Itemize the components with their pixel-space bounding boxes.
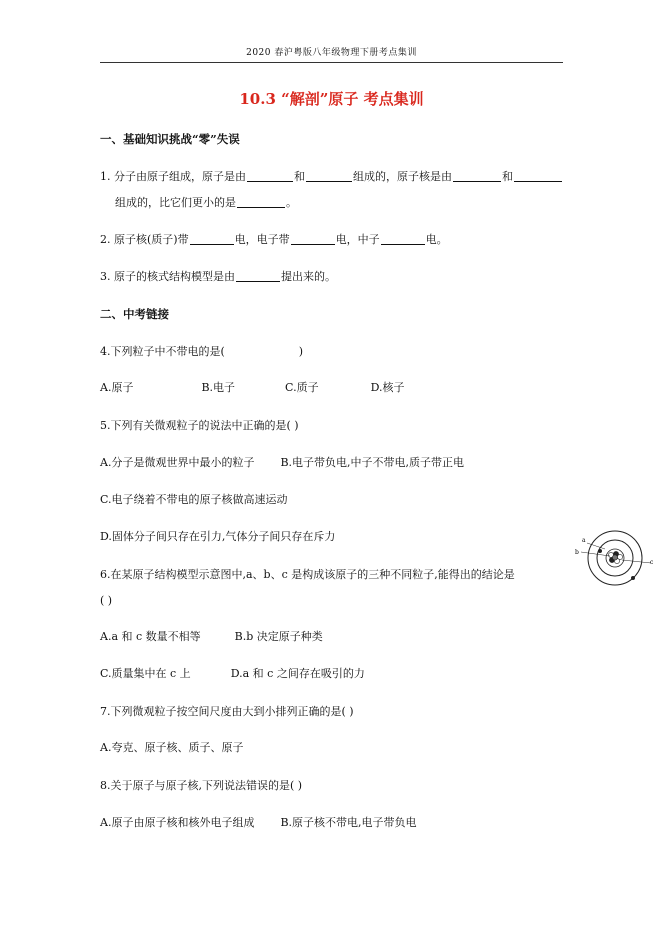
q6-option-a: A.a 和 c 数量不相等 — [100, 630, 201, 643]
q3-blank-1[interactable] — [236, 270, 280, 282]
question-5-options-ab — [100, 456, 464, 470]
question-5-option-c: C.电子绕着不带电的原子核做高速运动 — [100, 493, 288, 506]
electron-inner — [598, 549, 602, 553]
q6-option-b: B.b 决定原子种类 — [234, 630, 323, 643]
section-heading-exam: 二、中考链接 — [100, 307, 169, 321]
nucleus-particles — [608, 551, 622, 563]
label-line-b — [581, 552, 610, 556]
q4-stem-text: 4.下列粒子中不带电的是( — [100, 345, 225, 358]
q1-blank-1[interactable] — [247, 170, 293, 182]
q2-blank-1[interactable] — [190, 233, 234, 245]
q2-text-2: 电，电子带 — [234, 233, 290, 246]
q2-blank-3[interactable] — [381, 233, 425, 245]
q1-text-6: 。 — [286, 196, 297, 209]
header-rule — [100, 62, 563, 63]
question-7-option-a: A.夸克、原子核、质子、原子 — [100, 741, 244, 754]
q6-option-c: C.质量集中在 c 上 — [100, 667, 191, 680]
figure-label-c: c — [650, 559, 654, 566]
question-1-line-2 — [115, 196, 297, 210]
q1-blank-5[interactable] — [237, 196, 285, 208]
q1-blank-3[interactable] — [453, 170, 501, 182]
question-1-line-1 — [100, 170, 563, 184]
question-6-options-cd — [100, 667, 365, 681]
q1-blank-4[interactable] — [514, 170, 562, 182]
q4-stem-paren: ) — [298, 345, 304, 358]
question-6-stem: 6.在某原子结构模型示意图中,a、b、c 是构成该原子的三种不同粒子,能得出的结论是 — [100, 568, 515, 581]
question-4-options — [100, 381, 405, 395]
section-heading-basics: 一、基础知识挑战“零”失误 — [100, 132, 240, 146]
question-2 — [100, 233, 448, 247]
q1-text-2: 和 — [294, 170, 305, 183]
q5-option-a: A.分子是微观世界中最小的粒子 — [100, 456, 255, 469]
question-8-options-ab — [100, 816, 417, 830]
q8-option-b: B.原子核不带电,电子带负电 — [280, 816, 417, 829]
q8-option-a: A.原子由原子核和核外电子组成 — [100, 816, 255, 829]
label-line-c — [622, 560, 651, 563]
q1-text-1: 1. 分子由原子组成，原子是由 — [100, 170, 246, 183]
question-5-option-d: D.固体分子间只存在引力,气体分子间只存在斥力 — [100, 530, 336, 543]
q4-option-d: D.核子 — [370, 381, 405, 394]
question-7-stem: 7.下列微观粒子按空间尺度由大到小排列正确的是( ) — [100, 705, 354, 718]
q1-text-3: 组成的，原子核是由 — [353, 170, 452, 183]
question-4-stem — [100, 345, 303, 359]
document-title: 10.3 “解剖”原子 考点集训 — [239, 90, 424, 108]
figure-label-b: b — [575, 549, 579, 556]
question-8-stem: 8.关于原子与原子核,下列说法错误的是( ) — [100, 779, 303, 792]
q2-text-3: 电，中子 — [335, 233, 380, 246]
q1-text-5: 组成的，比它们更小的是 — [115, 196, 236, 209]
q2-text-1: 2. 原子核(质子)带 — [100, 233, 189, 246]
q5-option-b: B.电子带负电,中子不带电,质子带正电 — [280, 456, 465, 469]
q1-blank-2[interactable] — [306, 170, 352, 182]
figure-label-a: a — [582, 537, 586, 544]
q4-option-c: C.质子 — [285, 381, 319, 394]
q3-text-1: 3. 原子的核式结构模型是由 — [100, 270, 235, 283]
question-5-stem: 5.下列有关微观粒子的说法中正确的是( ) — [100, 419, 299, 432]
electron-outer — [631, 576, 635, 580]
q2-text-4: 电。 — [425, 233, 448, 246]
q4-option-a: A.原子 — [100, 381, 134, 394]
question-6-paren: ( ) — [100, 594, 113, 607]
atom-model-figure — [575, 523, 655, 593]
question-6-options-ab — [100, 630, 323, 644]
q3-text-2: 提出来的。 — [281, 270, 336, 283]
question-3 — [100, 270, 336, 284]
q2-blank-2[interactable] — [291, 233, 335, 245]
q4-option-b: B.电子 — [201, 381, 236, 394]
page-header: 2020 春沪粤版八年级物理下册考点集训 — [246, 48, 417, 58]
q1-text-4: 和 — [502, 170, 513, 183]
q6-option-d: D.a 和 c 之间存在吸引的力 — [230, 667, 365, 680]
